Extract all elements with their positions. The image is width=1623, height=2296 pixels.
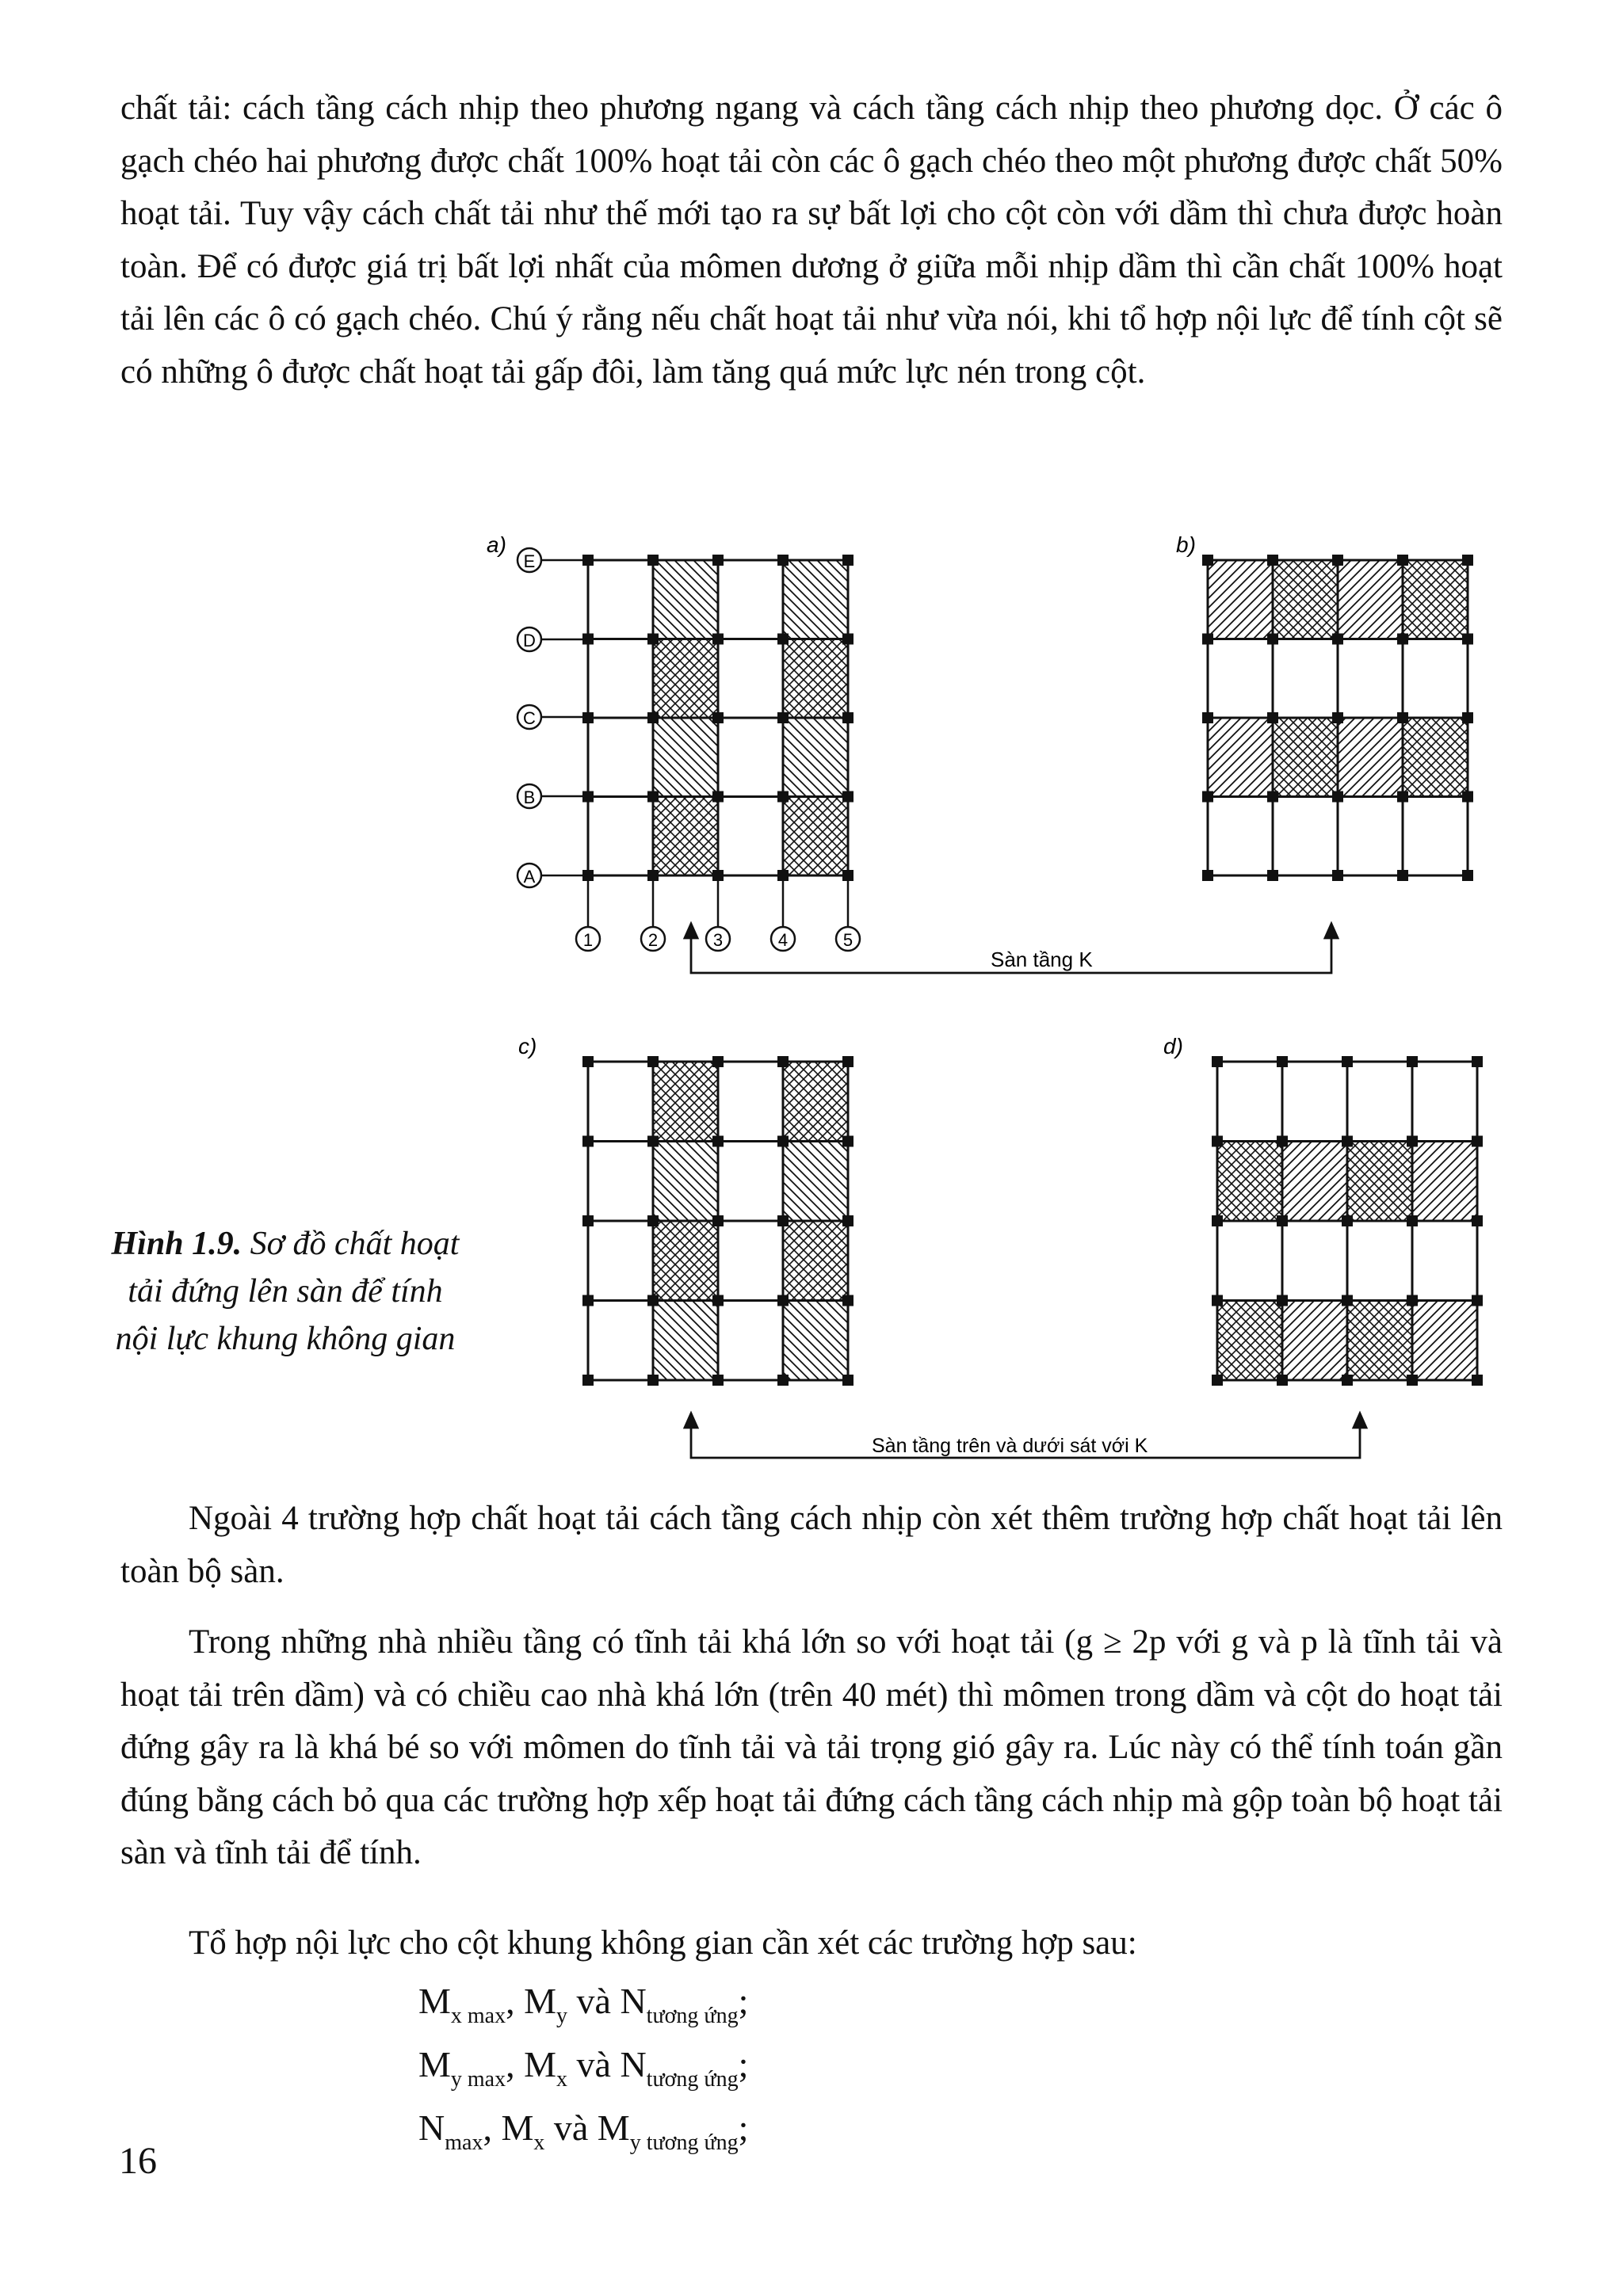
svg-text:A: A bbox=[523, 867, 536, 887]
column-node bbox=[582, 1136, 594, 1147]
hatched-cell bbox=[653, 1142, 718, 1222]
column-node bbox=[1342, 1295, 1353, 1306]
paragraph-approximation: Trong những nhà nhiều tầng có tĩnh tải khá lớn so với hoạt tải (g ≥ 2p với g và p là tĩnh tải và hoạt tải trên dầm) và có chiều cao nhà khá lớn (trên 40 mét) thì mômen trong dầm và cột do hoạt tải đứng gây ra là khá bé so với mômen do tĩnh tải và tải trọng gió gây ra. Lúc này có thể tính toán gần đúng bằng cách bỏ qua các trường hợp xếp hoạt tải đứng cách tầng cách nhịp mà gộp toàn bộ hoạt tải sàn và tĩnh tải để tính. bbox=[120, 1623, 1503, 1871]
column-node bbox=[1407, 1375, 1418, 1386]
hatched-cell bbox=[783, 639, 848, 719]
panel-label-d: d) bbox=[1163, 1034, 1183, 1058]
hatched-cell bbox=[1403, 718, 1468, 797]
column-node bbox=[1407, 1295, 1418, 1306]
col-axis-3 bbox=[706, 881, 730, 951]
page-number: 16 bbox=[119, 2140, 157, 2182]
hatched-cell bbox=[653, 1221, 718, 1301]
hatched-cell bbox=[1412, 1301, 1477, 1381]
panel-c bbox=[582, 1056, 854, 1386]
column-node bbox=[777, 870, 789, 881]
column-node bbox=[647, 1056, 659, 1067]
formula-my-max: $M_{y max}$, $M_x$ và $N_{tương ứng}$; bbox=[418, 2044, 749, 2092]
column-node bbox=[1462, 555, 1473, 566]
hatched-cell bbox=[653, 639, 718, 719]
panel-b bbox=[1202, 555, 1473, 881]
column-node bbox=[712, 1215, 724, 1226]
column-node bbox=[1462, 634, 1473, 645]
panel-label-c: c) bbox=[518, 1034, 537, 1058]
col-axis-2 bbox=[641, 881, 665, 951]
svg-text:4: 4 bbox=[777, 930, 789, 950]
column-node bbox=[712, 1295, 724, 1306]
column-node bbox=[647, 634, 659, 645]
column-node bbox=[1332, 555, 1343, 566]
column-node bbox=[712, 1136, 724, 1147]
column-node bbox=[1462, 791, 1473, 803]
row-axis-a bbox=[517, 864, 588, 887]
column-node bbox=[1202, 634, 1213, 645]
column-node bbox=[1332, 791, 1343, 803]
svg-text:C: C bbox=[523, 708, 536, 728]
column-node bbox=[842, 555, 854, 566]
col-axis-4 bbox=[771, 881, 795, 951]
column-node bbox=[1407, 1056, 1418, 1067]
column-node bbox=[647, 1136, 659, 1147]
formula-n-max: $N_{max}$, $M_x$ và $M_{y tương ứng}$; bbox=[418, 2107, 749, 2155]
column-node bbox=[1332, 870, 1343, 881]
column-node bbox=[582, 1375, 594, 1386]
column-node bbox=[1472, 1056, 1483, 1067]
column-node bbox=[1267, 791, 1278, 803]
column-node bbox=[712, 1056, 724, 1067]
column-node bbox=[1277, 1215, 1288, 1226]
column-node bbox=[647, 1375, 659, 1386]
figure-caption bbox=[111, 1220, 460, 1363]
column-node bbox=[1202, 870, 1213, 881]
hatched-cell bbox=[783, 1062, 848, 1142]
hatched-cell bbox=[1217, 1142, 1282, 1222]
column-node bbox=[1342, 1215, 1353, 1226]
row-axis-e bbox=[517, 548, 588, 572]
column-node bbox=[777, 791, 789, 803]
col-axis-5 bbox=[836, 881, 860, 951]
panel-label-b: b) bbox=[1176, 532, 1196, 557]
column-node bbox=[842, 870, 854, 881]
column-node bbox=[1267, 634, 1278, 645]
column-node bbox=[1472, 1295, 1483, 1306]
column-node bbox=[1397, 870, 1408, 881]
arrow-label-top: Sàn tầng K bbox=[991, 948, 1093, 971]
svg-text:B: B bbox=[523, 788, 536, 807]
column-node bbox=[647, 870, 659, 881]
svg-text:D: D bbox=[523, 631, 536, 650]
column-node bbox=[1462, 870, 1473, 881]
hatched-cell bbox=[783, 1221, 848, 1301]
column-node bbox=[777, 1056, 789, 1067]
column-node bbox=[777, 1215, 789, 1226]
column-node bbox=[647, 1215, 659, 1226]
column-node bbox=[1397, 634, 1408, 645]
svg-text:E: E bbox=[523, 551, 536, 571]
hatched-cell bbox=[1282, 1301, 1347, 1381]
column-node bbox=[712, 634, 724, 645]
column-node bbox=[1202, 791, 1213, 803]
column-node bbox=[582, 1295, 594, 1306]
hatched-cell bbox=[1273, 560, 1338, 639]
panel-d bbox=[1212, 1056, 1483, 1386]
column-node bbox=[1277, 1295, 1288, 1306]
column-node bbox=[647, 712, 659, 723]
column-node bbox=[1332, 634, 1343, 645]
column-node bbox=[1212, 1215, 1223, 1226]
hatched-cell bbox=[783, 797, 848, 876]
hatched-cell bbox=[1338, 560, 1403, 639]
caption-number: Hình 1.9. bbox=[111, 1226, 242, 1262]
panel-a bbox=[582, 555, 854, 881]
row-axis-b bbox=[517, 784, 588, 808]
column-node bbox=[582, 1215, 594, 1226]
column-node bbox=[842, 1215, 854, 1226]
column-node bbox=[1212, 1375, 1223, 1386]
svg-text:2: 2 bbox=[647, 930, 659, 950]
column-node bbox=[777, 555, 789, 566]
formula-mx-max: $M_{x max}$, $M_y$ và $N_{tương ứng}$; bbox=[418, 1981, 749, 2028]
column-node bbox=[1202, 712, 1213, 723]
hatched-cell bbox=[653, 1062, 718, 1142]
hatched-cell bbox=[1217, 1301, 1282, 1381]
hatched-cell bbox=[783, 1301, 848, 1381]
svg-text:3: 3 bbox=[712, 930, 724, 950]
column-node bbox=[1267, 870, 1278, 881]
panel-label-a: a) bbox=[487, 532, 506, 557]
paragraph-intro: chất tải: cách tầng cách nhịp theo phương ngang và cách tầng cách nhịp theo phương dọc. Ở các ô gạch chéo hai phương được chất 100% hoạt tải còn các ô gạch chéo theo một phương được chất 50% hoạt tải. Tuy vậy cách chất tải như thế mới tạo ra sự bất lợi cho cột còn với dầm thì chưa được hoàn toàn. Để có được giá trị bất lợi nhất của mômen dương ở giữa mỗi nhịp dầm thì cần chất 100% hoạt tải lên các ô có gạch chéo. Chú ý rằng nếu chất hoạt tải như vừa nói, khi tổ hợp nội lực để tính cột sẽ có những ô được chất hoạt tải gấp đôi, làm tăng quá mức lực nén trong cột. bbox=[120, 90, 1503, 391]
column-node bbox=[1342, 1136, 1353, 1147]
column-node bbox=[842, 634, 854, 645]
svg-text:5: 5 bbox=[842, 930, 854, 950]
column-node bbox=[1212, 1136, 1223, 1147]
column-node bbox=[842, 1136, 854, 1147]
column-node bbox=[712, 712, 724, 723]
hatched-cell bbox=[1208, 718, 1273, 797]
column-node bbox=[1277, 1136, 1288, 1147]
column-node bbox=[842, 712, 854, 723]
column-node bbox=[712, 870, 724, 881]
column-node bbox=[842, 1295, 854, 1306]
column-node bbox=[1202, 555, 1213, 566]
row-axis-d bbox=[517, 627, 588, 651]
column-node bbox=[777, 1295, 789, 1306]
hatched-cell bbox=[653, 1301, 718, 1381]
column-node bbox=[1267, 555, 1278, 566]
column-node bbox=[777, 712, 789, 723]
column-node bbox=[842, 1056, 854, 1067]
row-axis-c bbox=[517, 705, 588, 729]
column-node bbox=[1212, 1295, 1223, 1306]
column-node bbox=[1267, 712, 1278, 723]
column-node bbox=[1342, 1056, 1353, 1067]
column-node bbox=[1277, 1375, 1288, 1386]
column-node bbox=[1277, 1056, 1288, 1067]
arrow-label-bottom: Sàn tầng trên và dưới sát với K bbox=[872, 1435, 1148, 1457]
hatched-cell bbox=[1403, 560, 1468, 639]
column-node bbox=[1472, 1215, 1483, 1226]
column-node bbox=[1472, 1136, 1483, 1147]
hatched-cell bbox=[653, 560, 718, 639]
column-node bbox=[1472, 1375, 1483, 1386]
hatched-cell bbox=[1338, 718, 1403, 797]
hatched-cell bbox=[1347, 1142, 1412, 1222]
paragraph-full-load: Ngoài 4 trường hợp chất hoạt tải cách tầng cách nhịp còn xét thêm trường hợp chất hoạt tải lên toàn bộ sàn. bbox=[120, 1500, 1503, 1590]
svg-text:1: 1 bbox=[582, 930, 594, 950]
column-node bbox=[647, 791, 659, 803]
hatched-cell bbox=[1412, 1142, 1477, 1222]
column-node bbox=[1342, 1375, 1353, 1386]
column-node bbox=[842, 1375, 854, 1386]
column-node bbox=[1212, 1056, 1223, 1067]
column-node bbox=[647, 1295, 659, 1306]
column-node bbox=[1332, 712, 1343, 723]
hatched-cell bbox=[783, 1142, 848, 1222]
column-node bbox=[582, 1056, 594, 1067]
col-axis-1 bbox=[576, 881, 600, 951]
column-node bbox=[712, 555, 724, 566]
column-node bbox=[1462, 712, 1473, 723]
column-node bbox=[1407, 1215, 1418, 1226]
column-node bbox=[842, 791, 854, 803]
hatched-cell bbox=[783, 718, 848, 797]
hatched-cell bbox=[653, 797, 718, 876]
column-node bbox=[1397, 712, 1408, 723]
column-node bbox=[777, 1136, 789, 1147]
hatched-cell bbox=[1347, 1301, 1412, 1381]
column-node bbox=[777, 1375, 789, 1386]
column-node bbox=[647, 555, 659, 566]
paragraph-combinations: Tổ hợp nội lực cho cột khung không gian cần xét các trường hợp sau: bbox=[189, 1924, 1137, 1962]
hatched-cell bbox=[1273, 718, 1338, 797]
column-node bbox=[712, 791, 724, 803]
column-node bbox=[1407, 1136, 1418, 1147]
column-node bbox=[777, 634, 789, 645]
hatched-cell bbox=[783, 560, 848, 639]
column-node bbox=[1397, 555, 1408, 566]
column-node bbox=[712, 1375, 724, 1386]
column-node bbox=[1397, 791, 1408, 803]
caption-text: Sơ đồ chất hoạt tải đứng lên sàn để tính nội lực khung không gian bbox=[115, 1226, 460, 1357]
hatched-cell bbox=[1282, 1142, 1347, 1222]
hatched-cell bbox=[1208, 560, 1273, 639]
hatched-cell bbox=[653, 718, 718, 797]
